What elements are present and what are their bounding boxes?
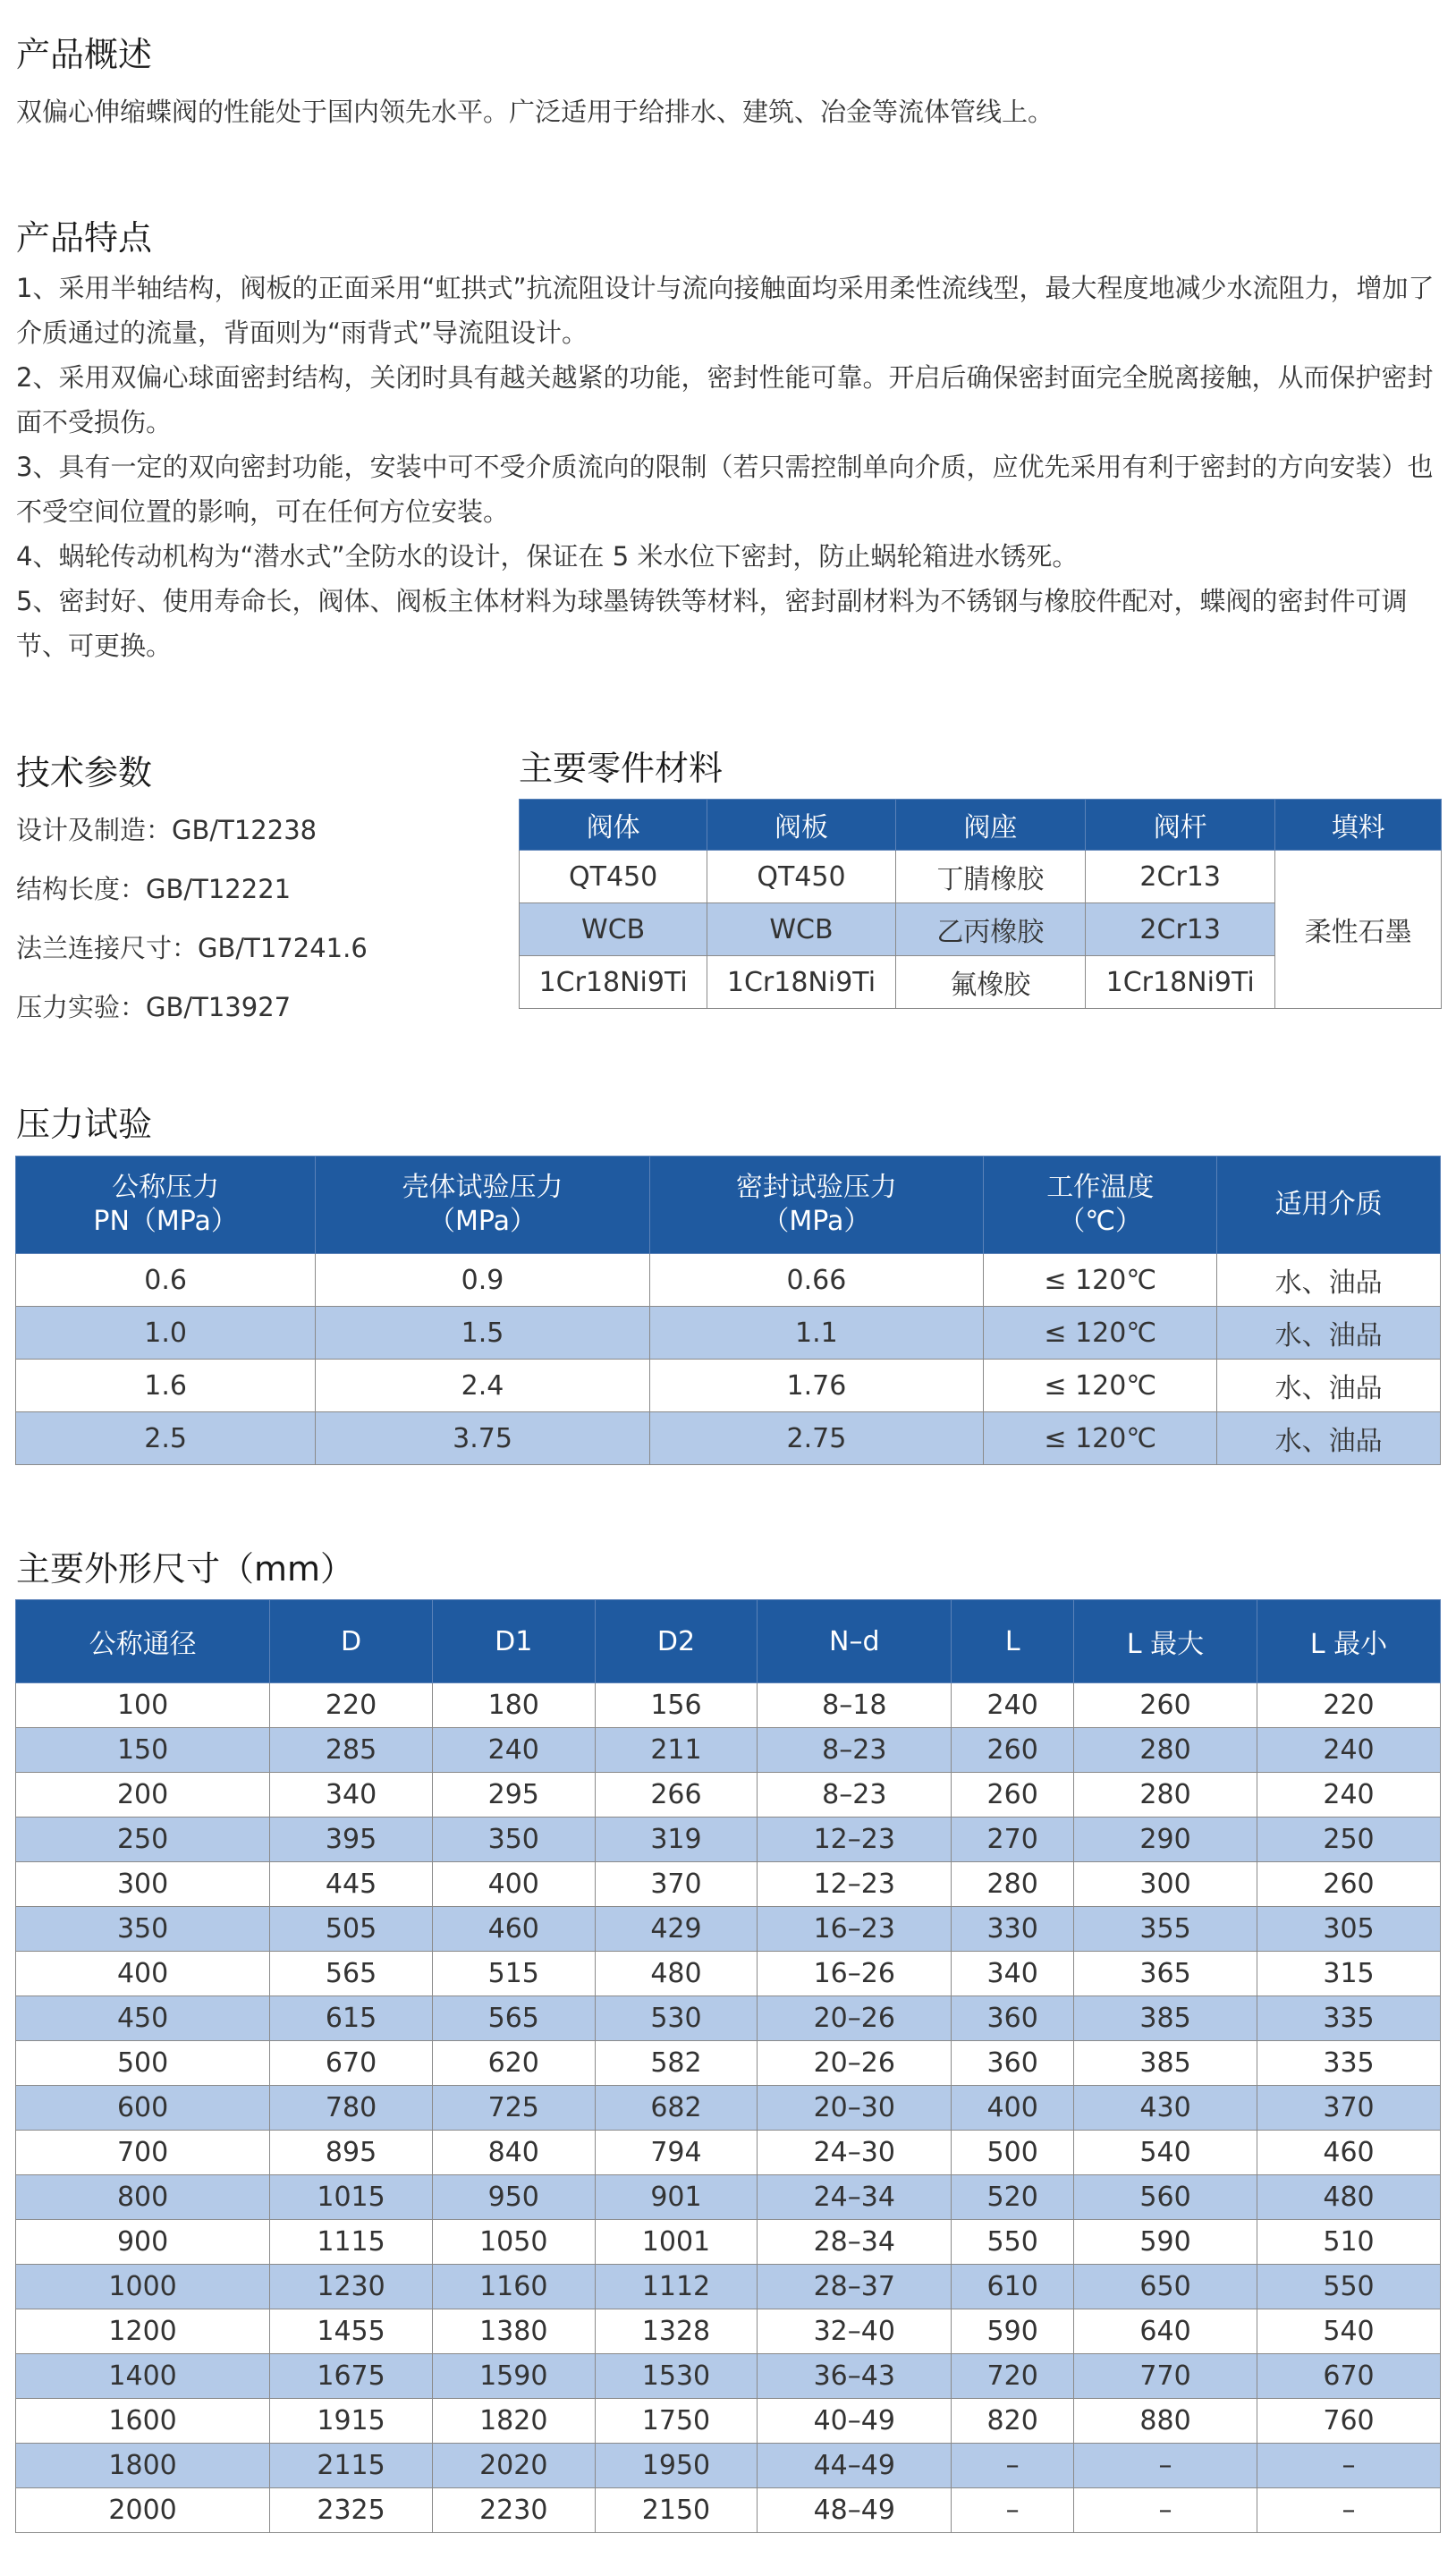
table-cell: 700 xyxy=(16,2131,270,2175)
table-cell: 340 xyxy=(270,1773,433,1818)
table-cell: 590 xyxy=(1074,2220,1257,2265)
materials-header-cell: 阀板 xyxy=(707,800,895,851)
table-row xyxy=(16,2444,1441,2488)
feature-item: 1、采用半轴结构，阀板的正面采用“虹拱式”抗流阻设计与流向接触面均采用柔性流线型，最大程度地减少水流阻力，增加了介质通过的流量，背面则为“雨背式”导流阻设计。 xyxy=(16,273,1435,348)
table-cell: 1230 xyxy=(270,2265,433,2309)
table-cell: 350 xyxy=(16,1907,270,1952)
table-cell: 335 xyxy=(1257,2041,1441,2086)
table-cell: 220 xyxy=(1257,1683,1441,1728)
table-cell: 1160 xyxy=(432,2265,595,2309)
table-cell: 794 xyxy=(595,2131,758,2175)
table-cell: 260 xyxy=(952,1773,1074,1818)
tech-title: 技术参数 xyxy=(16,753,153,792)
dimensions-header-cell: D2 xyxy=(595,1600,758,1683)
table-cell: 2.75 xyxy=(649,1412,983,1465)
table-cell: 28–34 xyxy=(758,2220,952,2265)
table-cell: 2020 xyxy=(432,2444,595,2488)
table-cell: 2.4 xyxy=(316,1360,649,1412)
table-cell: ≤ 120℃ xyxy=(984,1307,1217,1360)
table-cell: 610 xyxy=(952,2265,1074,2309)
table-cell: 340 xyxy=(952,1952,1074,1996)
table-cell: 1115 xyxy=(270,2220,433,2265)
table-cell: WCB xyxy=(520,903,707,956)
table-cell: 240 xyxy=(952,1683,1074,1728)
pressure-header-cell xyxy=(16,1157,316,1254)
table-cell: 429 xyxy=(595,1907,758,1952)
pressure-header-cell xyxy=(984,1157,1217,1254)
table-cell: 315 xyxy=(1257,1952,1441,1996)
table-cell: 950 xyxy=(432,2175,595,2220)
table-row xyxy=(16,2354,1441,2399)
table-cell: 丁腈橡胶 xyxy=(895,851,1085,903)
table-cell: 0.6 xyxy=(16,1254,316,1307)
table-cell: 2Cr13 xyxy=(1086,903,1275,956)
materials-header-cell: 阀杆 xyxy=(1086,800,1275,851)
overview-title: 产品概述 xyxy=(16,35,153,74)
table-cell: 1.0 xyxy=(16,1307,316,1360)
dimensions-header-cell: D xyxy=(270,1600,433,1683)
header-line: （MPa） xyxy=(762,1206,871,1237)
table-cell: 水、油品 xyxy=(1217,1254,1441,1307)
table-cell: 840 xyxy=(432,2131,595,2175)
table-cell: 285 xyxy=(270,1728,433,1773)
table-cell: 48–49 xyxy=(758,2488,952,2533)
table-cell: 370 xyxy=(1257,2086,1441,2131)
table-cell: 24–34 xyxy=(758,2175,952,2220)
table-cell: ≤ 120℃ xyxy=(984,1412,1217,1465)
table-cell: 156 xyxy=(595,1683,758,1728)
table-cell: 1675 xyxy=(270,2354,433,2399)
dimensions-header-cell: L 最大 xyxy=(1074,1600,1257,1683)
table-cell: 650 xyxy=(1074,2265,1257,2309)
table-row xyxy=(16,2220,1441,2265)
table-cell: 1915 xyxy=(270,2399,433,2444)
table-cell: 1200 xyxy=(16,2309,270,2354)
table-cell: 880 xyxy=(1074,2399,1257,2444)
table-cell: 590 xyxy=(952,2309,1074,2354)
table-cell: 500 xyxy=(16,2041,270,2086)
table-row xyxy=(16,1952,1441,1996)
features-list xyxy=(16,266,1447,668)
table-cell: 901 xyxy=(595,2175,758,2220)
pressure-header-cell xyxy=(1217,1157,1441,1254)
table-cell: 540 xyxy=(1074,2131,1257,2175)
table-cell: 24–30 xyxy=(758,2131,952,2175)
table-cell: 2325 xyxy=(270,2488,433,2533)
pressure-header-cell xyxy=(316,1157,649,1254)
table-cell: 266 xyxy=(595,1773,758,1818)
table-cell: 395 xyxy=(270,1818,433,1862)
table-cell: 水、油品 xyxy=(1217,1412,1441,1465)
table-cell: 2.5 xyxy=(16,1412,316,1465)
table-cell: 1Cr18Ni9Ti xyxy=(707,956,895,1009)
table-cell: 1.1 xyxy=(649,1307,983,1360)
dimensions-header-cell: 公称通径 xyxy=(16,1600,270,1683)
table-cell: 250 xyxy=(1257,1818,1441,1862)
table-cell: 1000 xyxy=(16,2265,270,2309)
table-cell: 16–26 xyxy=(758,1952,952,1996)
table-cell: 3.75 xyxy=(316,1412,649,1465)
header-line: 壳体试验压力 xyxy=(402,1172,563,1203)
table-cell: 1600 xyxy=(16,2399,270,2444)
table-cell: 20–26 xyxy=(758,1996,952,2041)
pressure-header-row xyxy=(16,1157,1441,1254)
table-cell: 620 xyxy=(432,2041,595,2086)
table-cell: 2Cr13 xyxy=(1086,851,1275,903)
pressure-table xyxy=(15,1156,1441,1465)
table-cell: 1.76 xyxy=(649,1360,983,1412)
table-row xyxy=(520,851,1442,903)
table-cell: 1015 xyxy=(270,2175,433,2220)
table-cell: 295 xyxy=(432,1773,595,1818)
table-cell: 1112 xyxy=(595,2265,758,2309)
dimensions-header-cell: D1 xyxy=(432,1600,595,1683)
table-cell: 200 xyxy=(16,1773,270,1818)
table-cell: 1590 xyxy=(432,2354,595,2399)
table-cell: 1950 xyxy=(595,2444,758,2488)
table-cell: 725 xyxy=(432,2086,595,2131)
table-cell: 355 xyxy=(1074,1907,1257,1952)
tech-spec-item: 法兰连接尺寸：GB/T17241.6 xyxy=(16,933,368,963)
table-row xyxy=(16,2086,1441,2131)
table-cell: 1380 xyxy=(432,2309,595,2354)
table-row xyxy=(16,2041,1441,2086)
table-cell: 280 xyxy=(952,1862,1074,1907)
packing-cell: 柔性石墨 xyxy=(1275,851,1442,1009)
pressure-header-cell xyxy=(649,1157,983,1254)
table-cell: 水、油品 xyxy=(1217,1307,1441,1360)
table-cell: – xyxy=(952,2488,1074,2533)
table-cell: 682 xyxy=(595,2086,758,2131)
table-cell: WCB xyxy=(707,903,895,956)
table-cell: 520 xyxy=(952,2175,1074,2220)
materials-header-cell: 阀座 xyxy=(895,800,1085,851)
table-cell: 28–37 xyxy=(758,2265,952,2309)
table-cell: 260 xyxy=(1074,1683,1257,1728)
table-cell: 270 xyxy=(952,1818,1074,1862)
table-cell: QT450 xyxy=(707,851,895,903)
table-cell: 240 xyxy=(1257,1773,1441,1818)
table-cell: 0.9 xyxy=(316,1254,649,1307)
table-cell: ≤ 120℃ xyxy=(984,1360,1217,1412)
table-cell: 水、油品 xyxy=(1217,1360,1441,1412)
table-row xyxy=(16,1818,1441,1862)
table-cell: 240 xyxy=(432,1728,595,1773)
table-cell: 530 xyxy=(595,1996,758,2041)
table-row xyxy=(16,1773,1441,1818)
table-cell: 1530 xyxy=(595,2354,758,2399)
materials-header-cell: 填料 xyxy=(1275,800,1442,851)
table-cell: 670 xyxy=(270,2041,433,2086)
table-cell: 2230 xyxy=(432,2488,595,2533)
table-cell: ≤ 120℃ xyxy=(984,1254,1217,1307)
pressure-title: 压力试验 xyxy=(16,1105,153,1144)
tech-spec-item: 压力实验：GB/T13927 xyxy=(16,992,292,1022)
table-row xyxy=(16,1683,1441,1728)
table-cell: 900 xyxy=(16,2220,270,2265)
table-cell: 150 xyxy=(16,1728,270,1773)
table-cell: QT450 xyxy=(520,851,707,903)
table-cell: 32–40 xyxy=(758,2309,952,2354)
table-row xyxy=(16,1862,1441,1907)
table-cell: – xyxy=(1257,2488,1441,2533)
table-row xyxy=(16,1412,1441,1465)
table-cell: 400 xyxy=(432,1862,595,1907)
feature-item: 5、密封好、使用寿命长，阀体、阀板主体材料为球墨铸铁等材料，密封副材料为不锈钢与橡胶件配对，蝶阀的密封件可调节、可更换。 xyxy=(16,586,1408,661)
table-cell: 44–49 xyxy=(758,2444,952,2488)
table-cell: 540 xyxy=(1257,2309,1441,2354)
table-cell: 1Cr18Ni9Ti xyxy=(1086,956,1275,1009)
table-cell: – xyxy=(1257,2444,1441,2488)
table-cell: 760 xyxy=(1257,2399,1441,2444)
table-cell: 260 xyxy=(952,1728,1074,1773)
table-cell: 480 xyxy=(595,1952,758,1996)
table-cell: 20–30 xyxy=(758,2086,952,2131)
table-cell: 565 xyxy=(270,1952,433,1996)
table-cell: 16–23 xyxy=(758,1907,952,1952)
table-cell: 385 xyxy=(1074,1996,1257,2041)
header-line: PN（MPa） xyxy=(93,1206,238,1237)
table-cell: 330 xyxy=(952,1907,1074,1952)
table-cell: 12–23 xyxy=(758,1862,952,1907)
table-cell: 300 xyxy=(1074,1862,1257,1907)
table-cell: 0.66 xyxy=(649,1254,983,1307)
table-cell: 1.5 xyxy=(316,1307,649,1360)
table-cell: 770 xyxy=(1074,2354,1257,2399)
table-cell: 290 xyxy=(1074,1818,1257,1862)
table-cell: 1001 xyxy=(595,2220,758,2265)
table-cell: 460 xyxy=(1257,2131,1441,2175)
dimensions-header-cell: N–d xyxy=(758,1600,952,1683)
table-cell: 2000 xyxy=(16,2488,270,2533)
table-cell: 560 xyxy=(1074,2175,1257,2220)
table-cell: 305 xyxy=(1257,1907,1441,1952)
table-cell: 565 xyxy=(432,1996,595,2041)
table-row xyxy=(16,1996,1441,2041)
table-cell: 20–26 xyxy=(758,2041,952,2086)
table-cell: 氟橡胶 xyxy=(895,956,1085,1009)
table-row xyxy=(16,2488,1441,2533)
table-cell: 780 xyxy=(270,2086,433,2131)
table-cell: 1328 xyxy=(595,2309,758,2354)
table-cell: 820 xyxy=(952,2399,1074,2444)
table-cell: 670 xyxy=(1257,2354,1441,2399)
table-cell: 8–23 xyxy=(758,1773,952,1818)
table-row xyxy=(16,2175,1441,2220)
table-cell: – xyxy=(952,2444,1074,2488)
table-cell: 2150 xyxy=(595,2488,758,2533)
table-cell: 895 xyxy=(270,2131,433,2175)
table-cell: 250 xyxy=(16,1818,270,1862)
table-cell: 800 xyxy=(16,2175,270,2220)
table-cell: – xyxy=(1074,2488,1257,2533)
table-cell: 1820 xyxy=(432,2399,595,2444)
table-cell: 300 xyxy=(16,1862,270,1907)
table-cell: 8–23 xyxy=(758,1728,952,1773)
feature-item: 3、具有一定的双向密封功能，安装中可不受介质流向的限制（若只需控制单向介质，应优先采用有利于密封的方向安装）也不受空间位置的影响，可在任何方位安装。 xyxy=(16,452,1434,527)
table-cell: 220 xyxy=(270,1683,433,1728)
table-row xyxy=(16,2131,1441,2175)
table-cell: 640 xyxy=(1074,2309,1257,2354)
table-cell: 350 xyxy=(432,1818,595,1862)
dimensions-body xyxy=(16,1683,1441,2533)
table-cell: 319 xyxy=(595,1818,758,1862)
table-row xyxy=(16,2265,1441,2309)
table-cell: 36–43 xyxy=(758,2354,952,2399)
table-cell: 335 xyxy=(1257,1996,1441,2041)
table-cell: 1050 xyxy=(432,2220,595,2265)
tech-spec-item: 结构长度：GB/T12221 xyxy=(16,874,292,904)
table-cell: 2115 xyxy=(270,2444,433,2488)
table-cell: 260 xyxy=(1257,1862,1441,1907)
table-cell: 480 xyxy=(1257,2175,1441,2220)
tech-spec-list xyxy=(16,801,368,1037)
materials-table xyxy=(519,799,1442,1009)
table-cell: 365 xyxy=(1074,1952,1257,1996)
table-cell: 500 xyxy=(952,2131,1074,2175)
table-cell: 400 xyxy=(16,1952,270,1996)
table-cell: 100 xyxy=(16,1683,270,1728)
table-cell: 600 xyxy=(16,2086,270,2131)
table-row xyxy=(16,2309,1441,2354)
feature-item: 2、采用双偏心球面密封结构，关闭时具有越关越紧的功能，密封性能可靠。开启后确保密封面完全脱离接触，从而保护密封面不受损伤。 xyxy=(16,362,1434,437)
table-cell: 550 xyxy=(952,2220,1074,2265)
table-cell: 360 xyxy=(952,1996,1074,2041)
table-cell: 582 xyxy=(595,2041,758,2086)
table-cell: 615 xyxy=(270,1996,433,2041)
header-line: 工作温度 xyxy=(1046,1172,1155,1203)
table-cell: 450 xyxy=(16,1996,270,2041)
table-row xyxy=(16,1254,1441,1307)
table-cell: 1455 xyxy=(270,2309,433,2354)
table-cell: 445 xyxy=(270,1862,433,1907)
features-title: 产品特点 xyxy=(16,218,153,258)
header-line: 适用介质 xyxy=(1274,1189,1383,1220)
table-row xyxy=(16,1360,1441,1412)
tech-spec-item: 设计及制造：GB/T12238 xyxy=(16,815,317,845)
table-cell: 1800 xyxy=(16,2444,270,2488)
table-cell: 400 xyxy=(952,2086,1074,2131)
header-line: （MPa） xyxy=(428,1206,538,1237)
dimensions-title: 主要外形尺寸（mm） xyxy=(16,1549,355,1589)
materials-header-row xyxy=(520,800,1442,851)
table-cell: 370 xyxy=(595,1862,758,1907)
table-cell: 510 xyxy=(1257,2220,1441,2265)
table-cell: 720 xyxy=(952,2354,1074,2399)
table-cell: 280 xyxy=(1074,1728,1257,1773)
table-cell: 360 xyxy=(952,2041,1074,2086)
table-cell: 180 xyxy=(432,1683,595,1728)
table-cell: 1.6 xyxy=(16,1360,316,1412)
table-cell: 550 xyxy=(1257,2265,1441,2309)
table-row xyxy=(16,1307,1441,1360)
table-cell: 211 xyxy=(595,1728,758,1773)
table-row xyxy=(16,2399,1441,2444)
table-cell: 1400 xyxy=(16,2354,270,2399)
table-row xyxy=(16,1728,1441,1773)
materials-title: 主要零件材料 xyxy=(519,749,724,788)
table-cell: 8–18 xyxy=(758,1683,952,1728)
overview-text: 双偏心伸缩蝶阀的性能处于国内领先水平。广泛适用于给排水、建筑、冶金等流体管线上。 xyxy=(16,97,1054,127)
table-cell: 1Cr18Ni9Ti xyxy=(520,956,707,1009)
dimensions-header-row xyxy=(16,1600,1441,1683)
feature-item: 4、蜗轮传动机构为“潜水式”全防水的设计，保证在 5 米水位下密封，防止蜗轮箱进水锈死。 xyxy=(16,541,1079,572)
table-cell: 1750 xyxy=(595,2399,758,2444)
table-cell: 乙丙橡胶 xyxy=(895,903,1085,956)
table-cell: 12–23 xyxy=(758,1818,952,1862)
pressure-body xyxy=(16,1254,1441,1465)
dimensions-header-cell: L 最小 xyxy=(1257,1600,1441,1683)
header-line: 公称压力 xyxy=(112,1172,220,1203)
table-cell: – xyxy=(1074,2444,1257,2488)
table-cell: 505 xyxy=(270,1907,433,1952)
table-row xyxy=(16,1907,1441,1952)
table-cell: 40–49 xyxy=(758,2399,952,2444)
dimensions-header-cell: L xyxy=(952,1600,1074,1683)
table-cell: 280 xyxy=(1074,1773,1257,1818)
table-cell: 385 xyxy=(1074,2041,1257,2086)
header-line: 密封试验压力 xyxy=(735,1172,897,1203)
header-line: （℃） xyxy=(1058,1206,1143,1237)
dimensions-table xyxy=(15,1599,1441,2533)
materials-header-cell: 阀体 xyxy=(520,800,707,851)
table-cell: 460 xyxy=(432,1907,595,1952)
table-cell: 430 xyxy=(1074,2086,1257,2131)
table-cell: 515 xyxy=(432,1952,595,1996)
table-cell: 240 xyxy=(1257,1728,1441,1773)
